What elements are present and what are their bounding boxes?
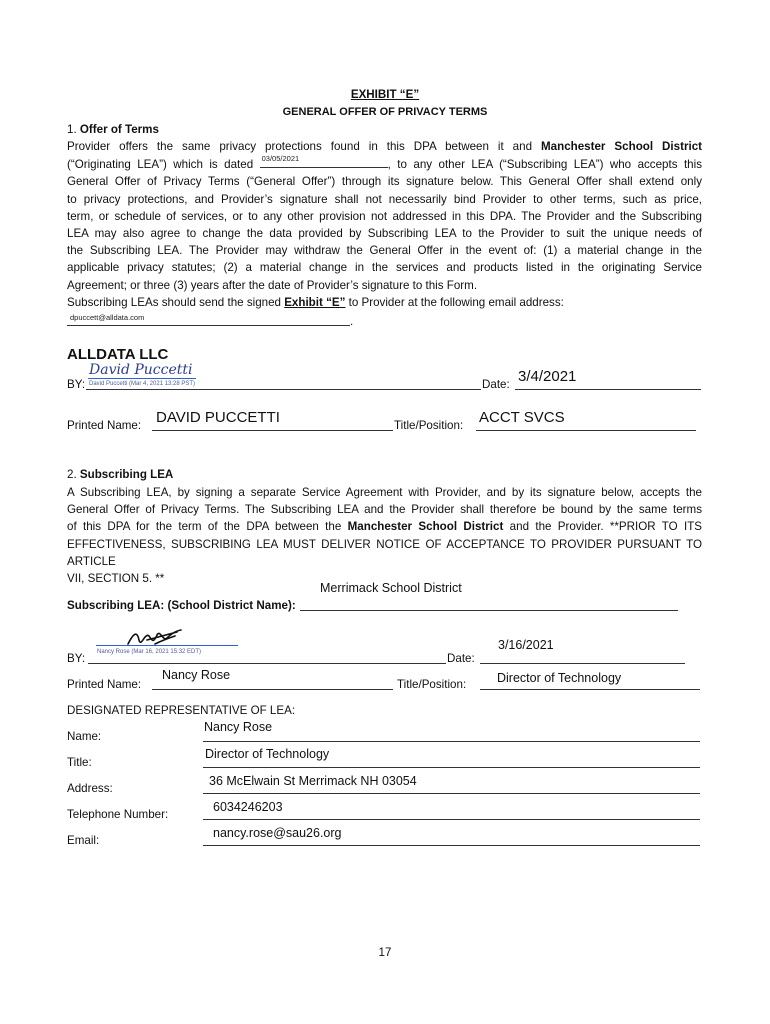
section1-line: to privacy protections, and Provider’s signature shall not necessarily bind Provider to other terms, such as price, [67, 192, 702, 206]
designated-address-value: 36 McElwain St Merrimack NH 03054 [209, 774, 417, 788]
designated-name-label: Name: [67, 730, 102, 743]
section2-line: EFFECTIVENESS, SUBSCRIBING LEA MUST DELIVER NOTICE OF ACCEPTANCE TO PROVIDER PURSUANT TO ARTICLE [67, 537, 702, 568]
section1-line: the Subscribing LEA. The Provider may withdraw the General Offer in the event of: (1) a material change in the [67, 244, 702, 258]
subscriber-district-label: Subscribing LEA: (School District Name): [67, 599, 296, 612]
exhibit-title: EXHIBIT “E” [350, 88, 420, 101]
provider-printed-name-line [152, 430, 393, 431]
subscriber-signature-caption: Nancy Rose (Mar 16, 2021 15:32 EDT) [97, 649, 202, 655]
exhibit-subtitle: GENERAL OFFER OF PRIVACY TERMS [282, 106, 488, 118]
provider-date-line [515, 389, 701, 390]
provider-name: ALLDATA LLC [67, 346, 169, 363]
designated-phone-value: 6034246203 [213, 800, 283, 814]
subscriber-printed-name-line [152, 689, 393, 690]
designated-title-value: Director of Technology [205, 747, 330, 761]
provider-title-value: ACCT SVCS [479, 409, 565, 426]
provider-email-end: . [350, 315, 354, 328]
section2-heading-num: 2. [67, 468, 77, 481]
section2-line: of this DPA for the term of the DPA between the Manchester School District and the Provider. **PRIOR TO ITS [67, 520, 703, 534]
designated-email-line [203, 845, 700, 846]
provider-printed-name-value: DAVID PUCCETTI [156, 409, 280, 426]
provider-signature-underline [88, 378, 196, 379]
subscriber-by-line [88, 663, 446, 664]
subscriber-date-label: Date: [447, 652, 475, 665]
dated-field [260, 155, 388, 168]
section1-line: applicable privacy statutes; (2) a material change in the services and products listed in the originating Service [67, 261, 702, 275]
page-number: 17 [378, 946, 392, 959]
subscriber-title-value: Director of Technology [497, 671, 622, 685]
designated-name-value: Nancy Rose [204, 720, 273, 734]
subscriber-district-value: Merrimack School District [320, 581, 462, 595]
subscriber-title-label: Title/Position: [397, 678, 467, 691]
subscriber-date-line [480, 663, 685, 664]
email-instruction: Subscribing LEAs should send the signed Exhibit “E” to Provider at the following email address: [67, 295, 564, 309]
dated-value: 03/05/2021 [261, 154, 300, 164]
section2-heading-text: Subscribing LEA [79, 468, 174, 481]
section2-heading [67, 466, 173, 483]
provider-signature: David Puccetti [89, 362, 193, 378]
provider-title-label: Title/Position: [394, 419, 464, 432]
designated-email-value: nancy.rose@sau26.org [213, 826, 342, 840]
section1-line: Agreement; or three (3) years after the date of Provider’s signature to this Form. [67, 278, 478, 292]
subscriber-date-value: 3/16/2021 [498, 638, 554, 652]
section1-heading-text: Offer of Terms [79, 123, 159, 136]
section1-heading [67, 121, 159, 138]
provider-date-value: 3/4/2021 [518, 368, 577, 385]
designated-name-line [203, 741, 700, 742]
section1-body [67, 138, 702, 311]
provider-email-value: dpuccett@alldata.com [70, 313, 145, 322]
subscriber-signature-underline [96, 645, 238, 646]
designated-title-line [203, 767, 700, 768]
section1-line: term, or schedule of services, or to any other provision not addressed in this DPA. The Provider and the Subscribing [67, 209, 702, 223]
provider-date-label: Date: [482, 378, 510, 391]
subscriber-printed-name-label: Printed Name: [67, 678, 142, 691]
designated-heading: DESIGNATED REPRESENTATIVE OF LEA: [67, 704, 296, 717]
provider-email-line [67, 325, 350, 326]
designated-email-label: Email: [67, 834, 100, 847]
subscriber-district-line [300, 610, 678, 611]
section2-body [67, 484, 702, 587]
section2-line: VII, SECTION 5. ** [67, 572, 165, 586]
section1-line: General Offer of Privacy Terms (“General Offer”) through its signature below. This General Offer shall extend only [67, 175, 702, 189]
section1-line: Provider offers the same privacy protections found in this DPA between it and Manchester School District [67, 140, 703, 153]
section1-line: (“Originating LEA”) which is dated 03/05/2021 , to any other LEA (“Subscribing LEA”) who accepts this [67, 154, 702, 172]
section1-line: LEA may also agree to change the data provided by Subscribing LEA to the Provider to suit the unique needs of [67, 227, 702, 241]
designated-address-line [203, 793, 700, 794]
subscriber-printed-name-value: Nancy Rose [162, 668, 231, 682]
designated-title-label: Title: [67, 756, 92, 769]
designated-phone-label: Telephone Number: [67, 808, 169, 821]
section1-heading-num: 1. [67, 123, 77, 136]
subscriber-by-label: BY: [67, 652, 86, 665]
provider-title-line [476, 430, 696, 431]
provider-signature-caption: David Puccetti (Mar 4, 2021 13:28 PST) [89, 381, 196, 387]
section2-line: A Subscribing LEA, by signing a separate Service Agreement with Provider, and by its signature below, accepts the [67, 486, 702, 499]
provider-by-label: BY: [67, 378, 86, 391]
subscriber-signature [125, 626, 185, 650]
provider-by-line [86, 389, 481, 390]
designated-address-label: Address: [67, 782, 113, 795]
subscriber-title-line [480, 689, 700, 690]
provider-printed-name-label: Printed Name: [67, 419, 142, 432]
section2-line: General Offer of Privacy Terms. The Subscribing LEA and the Provider shall therefore be bound by the same terms [67, 503, 702, 517]
designated-phone-line [203, 819, 700, 820]
